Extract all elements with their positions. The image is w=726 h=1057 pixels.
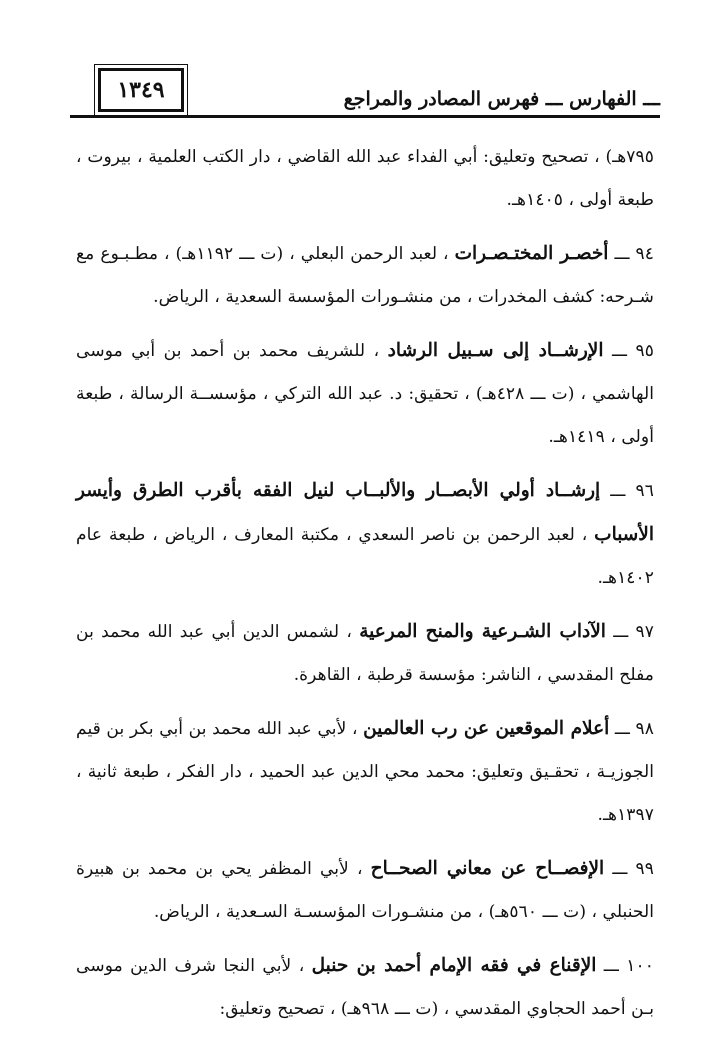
entry-title: الإرشــاد إلى سـبيل الرشاد	[387, 340, 604, 361]
page-header	[70, 62, 660, 122]
entry-title: الإقناع في فقه الإمام أحمد بن حنبل	[311, 955, 597, 976]
entry-details: ، لأبي النجا شرف الدين موسى بـن أحمد الحجاوي المقدسي ، (ت ـــ ٩٦٨هـ) ، تصحيح وتعليق:	[76, 956, 654, 1019]
entry-95	[76, 329, 654, 459]
header-rule	[70, 115, 660, 118]
entry-title: إرشــاد أولي الأبصــار والألبــاب لنيل الفقه بأقرب الطرق وأيسر الأسباب	[76, 480, 654, 545]
entry-94	[76, 232, 654, 319]
entry-title: أخصـر المختـصـرات	[454, 243, 609, 264]
entry-number: ١٠٠ ـــ	[603, 956, 654, 976]
entry-100	[76, 944, 654, 1031]
entry-details: ، للشريف محمد بن أحمد بن أبي موسى الهاشمي ، (ت ـــ ٤٢٨هـ) ، تحقيق: د. عبد الله التركي ، مؤسســة الرسالة ، طبعة أولى ، ١٤١٩هـ.	[76, 341, 654, 447]
page-number: ١٣٤٩	[98, 68, 184, 112]
entry-title: أعلام الموقعين عن رب العالمين	[363, 718, 610, 739]
entry-number: ٩٨ ـــ	[614, 719, 654, 739]
running-title: ـــ الفهارس ـــ فهرس المصادر والمراجع	[343, 88, 660, 110]
entry-number: ٩٤ ـــ	[614, 244, 654, 264]
entry-99	[76, 847, 654, 934]
entry-details: ، لأبي المظفر يحي بن محمد بن هبيرة الحنبلي ، (ت ـــ ٥٦٠هـ) ، من منشـورات المؤسسـة السـعدية ، الرياض.	[76, 859, 654, 922]
entry-number: ٩٦ ـــ	[610, 481, 654, 501]
entry-details: ، لأبي عبد الله محمد بن أبي بكر بن قيم الجوزيـة ، تحقـيق وتعليق: محمد محي الدين عبد الحميد ، دار الفكر ، طبعة ثانية ، ١٣٩٧هـ.	[76, 719, 654, 825]
entry-97	[76, 610, 654, 697]
entry-details: ، لعبد الرحمن بن ناصر السعدي ، مكتبة المعارف ، الرياض ، طبعة عام ١٤٠٢هـ.	[76, 525, 654, 588]
entry-98	[76, 707, 654, 837]
entry-title: الإفصــاح عن معاني الصحــاح	[370, 858, 605, 879]
references-list	[76, 136, 654, 1041]
entry-96	[76, 469, 654, 600]
entry-continued	[76, 136, 654, 222]
entry-number: ٩٩ ـــ	[612, 859, 654, 879]
entry-number: ٩٧ ـــ	[613, 622, 655, 642]
entry-text: ٧٩٥هـ) ، تصحيح وتعليق: أبي الفداء عبد الله القاضي ، دار الكتب العلمية ، بيروت ، طبعة أولى ، ١٤٠٥هـ.	[76, 147, 654, 210]
entry-details: ، لشمس الدين أبي عبد الله محمد بن مفلح المقدسي ، الناشر: مؤسسة قرطبة ، القاهرة.	[76, 622, 654, 685]
entry-details: ، لعبد الرحمن البعلي ، (ت ـــ ١١٩٢هـ) ، مطـبـوع مع شـرحه: كشف المخدرات ، من منشـورات المؤسسة السعدية ، الرياض.	[76, 244, 654, 307]
entry-number: ٩٥ ـــ	[611, 341, 654, 361]
entry-title: الآداب الشـرعية والمنح المرعية	[359, 621, 606, 642]
